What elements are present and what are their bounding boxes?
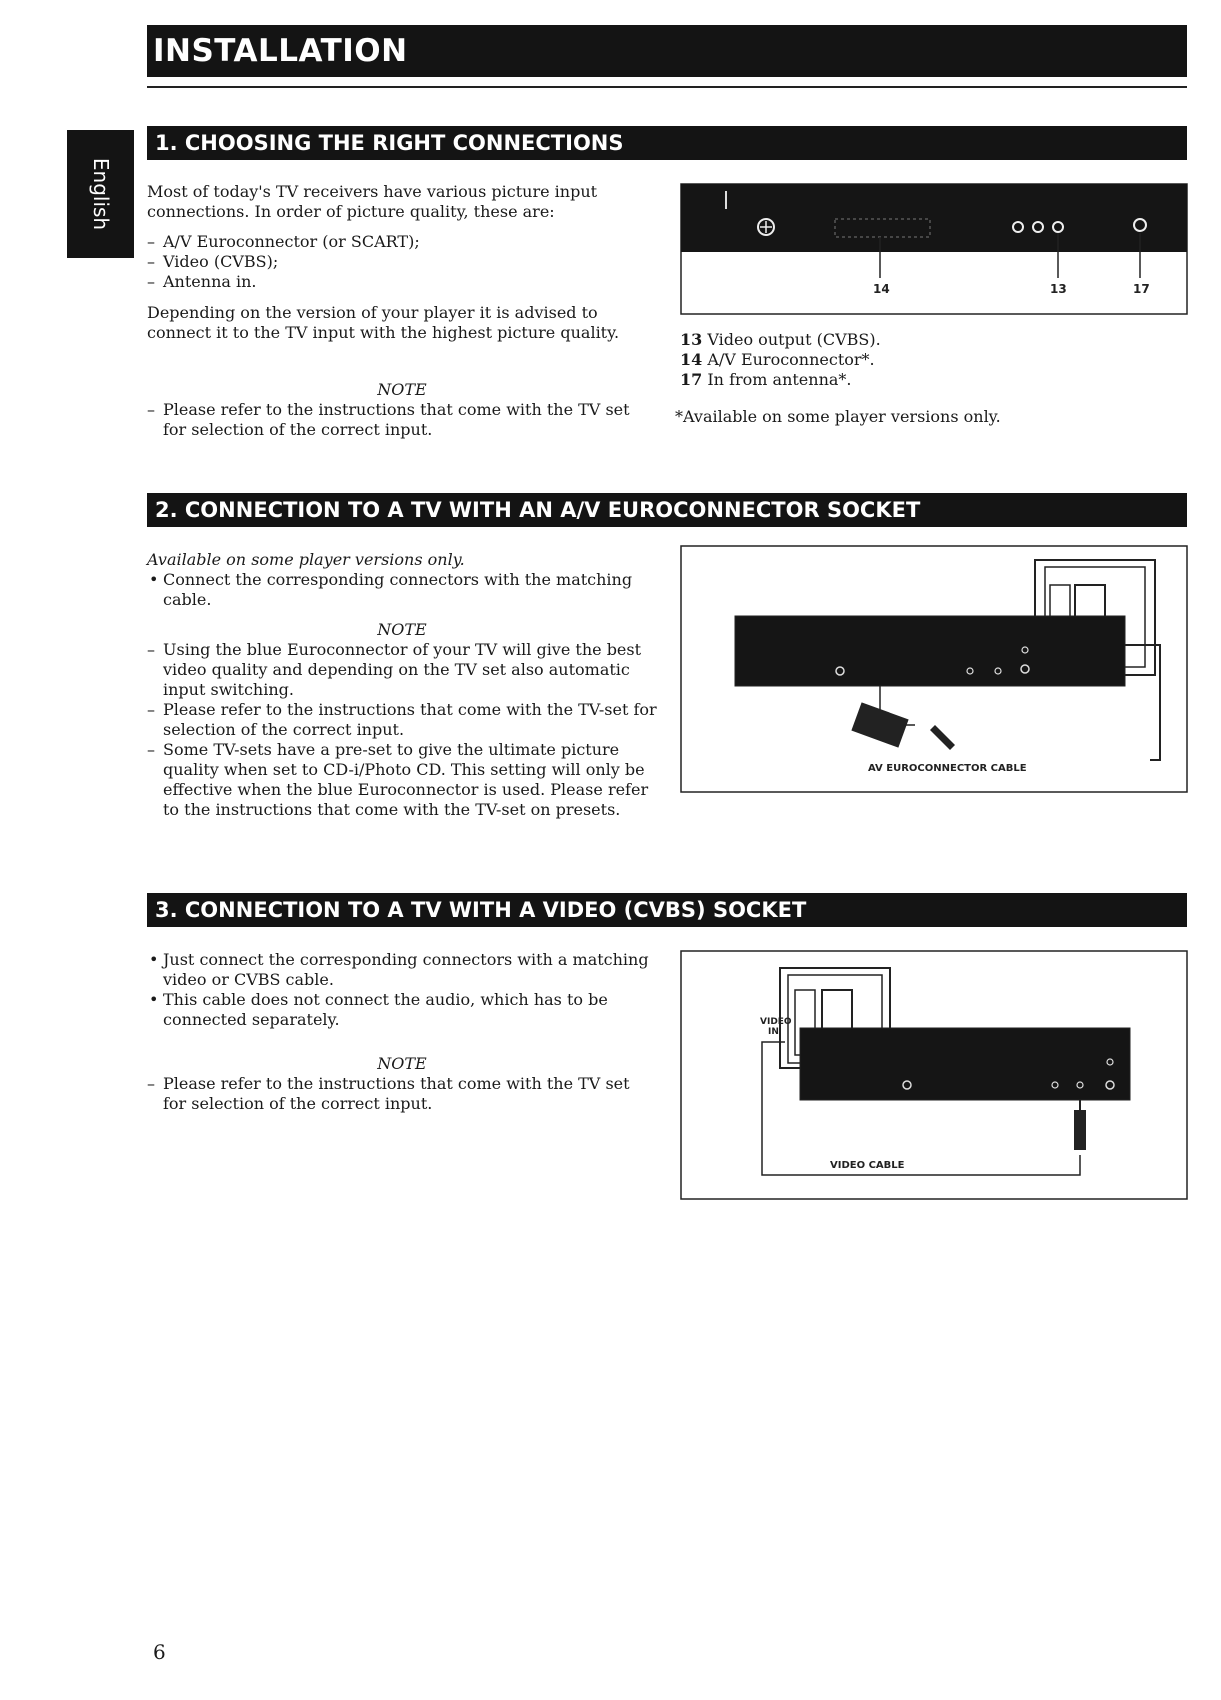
section-2-title: 2. CONNECTION TO A TV WITH AN A/V EUROCONNECTOR SOCKET <box>147 493 1187 527</box>
figure-label-in: IN <box>768 1027 779 1037</box>
section-1-intro: Most of today's TV receivers have various picture input connections. In order of picture quality, these are: <box>147 182 598 221</box>
list-item: • This cable does not connect the audio, which has to be connected separately. <box>147 990 667 1030</box>
section-1-advice: Depending on the version of your player it is advised to connect it to the TV input with the highest picture quality. <box>147 303 620 342</box>
callout-17: 17 <box>1133 282 1150 296</box>
list-item: – Video (CVBS); <box>147 252 647 272</box>
player-body <box>735 616 1125 686</box>
rca-plug <box>1074 1110 1086 1150</box>
figure-label-av-cable: AV EUROCONNECTOR CABLE <box>868 763 1027 774</box>
section-3-title: 3. CONNECTION TO A TV WITH A VIDEO (CVBS) SOCKET <box>147 893 1187 927</box>
page-title: INSTALLATION <box>147 25 1187 77</box>
legend-item: 13 Video output (CVBS). <box>680 330 881 349</box>
list-item: – Antenna in. <box>147 272 647 292</box>
panel-body <box>681 184 1187 252</box>
list-item: • Just connect the corresponding connectors with a matching video or CVBS cable. <box>147 950 667 990</box>
section-1-note <box>147 400 657 440</box>
legend-item: 17 In from antenna*. <box>680 370 852 389</box>
list-item: • Connect the corresponding connectors with the matching cable. <box>147 570 667 610</box>
video-cable-figure <box>680 950 1188 1200</box>
section-1-footnote: *Available on some player versions only. <box>675 407 1001 426</box>
section-1-title: 1. CHOOSING THE RIGHT CONNECTIONS <box>147 126 1187 160</box>
euroconnector-figure <box>680 545 1188 793</box>
section-2-availability: Available on some player versions only. <box>147 550 465 569</box>
section-1-note-heading: NOTE <box>377 380 427 399</box>
legend-item: 14 A/V Euroconnector*. <box>680 350 875 369</box>
rear-panel-figure <box>680 183 1188 315</box>
section-1-list <box>147 232 647 292</box>
callout-14: 14 <box>873 282 890 296</box>
section-1-legend <box>680 330 1180 390</box>
page-number: 6 <box>153 1640 166 1664</box>
section-3-note-heading: NOTE <box>377 1054 427 1073</box>
panel-edge-mark <box>725 191 727 209</box>
title-rule <box>147 86 1187 88</box>
section-2-note-heading: NOTE <box>377 620 427 639</box>
section-2-bullets <box>147 570 667 610</box>
callout-13: 13 <box>1050 282 1067 296</box>
language-tab-label: English <box>88 157 113 231</box>
list-item: – Please refer to the instructions that come with the TV set for selection of the correct input. <box>147 1074 657 1114</box>
section-2-notes <box>147 640 657 820</box>
figure-label-video-cable: VIDEO CABLE <box>830 1160 905 1171</box>
section-3-bullets <box>147 950 667 1030</box>
list-item: – A/V Euroconnector (or SCART); <box>147 232 647 252</box>
figure-label-video: VIDEO <box>760 1017 792 1027</box>
list-item: – Please refer to the instructions that come with the TV-set for selection of the correct input. <box>147 700 657 740</box>
list-item: – Please refer to the instructions that come with the TV set for selection of the correct input. <box>147 400 657 440</box>
player-body <box>800 1028 1130 1100</box>
list-item: – Using the blue Euroconnector of your TV will give the best video quality and depending on the TV set also automatic input switching. <box>147 640 657 700</box>
language-tab <box>67 130 134 258</box>
list-item: – Some TV-sets have a pre-set to give the ultimate picture quality when set to CD-i/Photo CD. This setting will only be effective when the blue Euroconnector is used. Please refer to the instructions that come with the TV-set on presets. <box>147 740 657 820</box>
section-3-note <box>147 1074 657 1114</box>
